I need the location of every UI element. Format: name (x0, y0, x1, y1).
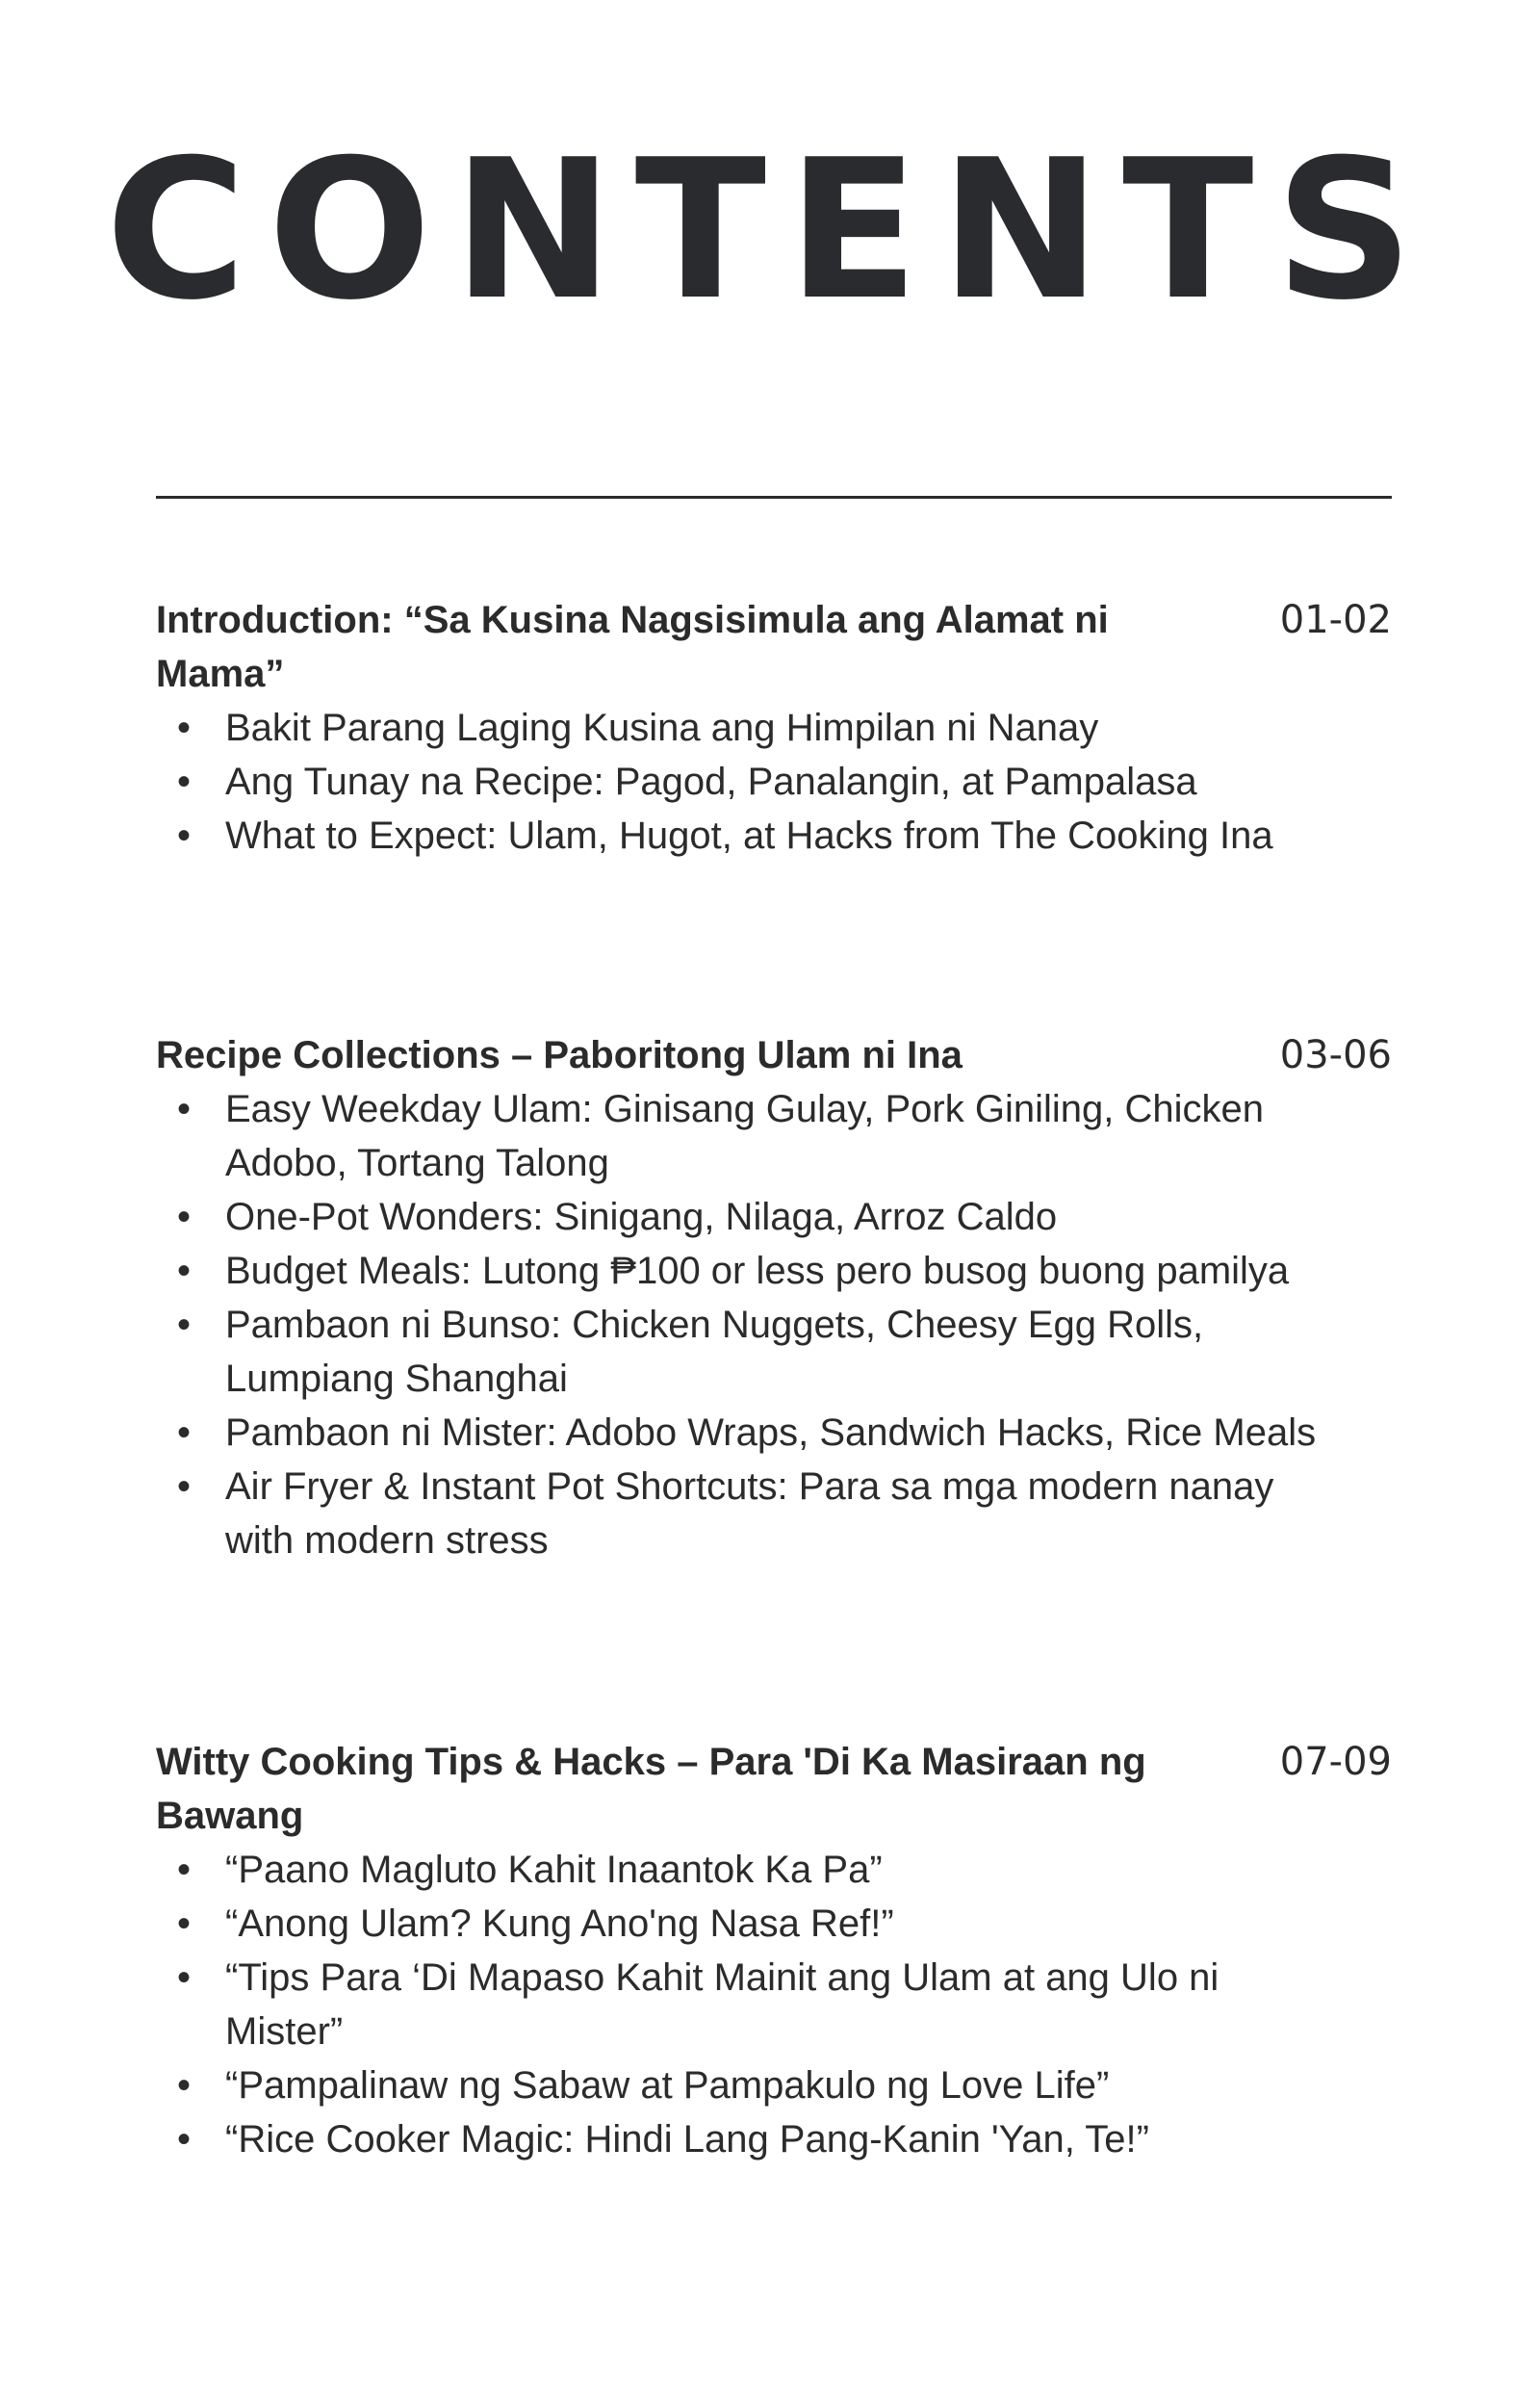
list-item: • “Anong Ulam? Kung Ano'ng Nasa Ref!” (177, 1902, 894, 1945)
list-item: • Pambaon ni Mister: Adobo Wraps, Sandwich Hacks, Rice Meals (177, 1411, 1317, 1454)
section-title: Recipe Collections – Paboritong Ulam ni Ina (156, 1034, 962, 1076)
section-items (156, 1843, 1392, 2166)
list-item-text: Pambaon ni Bunso: Chicken Nuggets, Cheesy Egg Rolls, Lumpiang Shanghai (225, 1304, 1204, 1400)
list-item: • Bakit Parang Laging Kusina ang Himpilan ni Nanay (177, 707, 1099, 749)
page-range: 01-02 (1279, 598, 1392, 642)
page-title: CONTENTS (105, 118, 1435, 343)
list-item-text: Ang Tunay na Recipe: Pagod, Panalangin, at Pampalasa (225, 761, 1197, 803)
list-item: • Budget Meals: Lutong ₱100 or less pero busog buong pamilya (177, 1250, 1290, 1292)
list-item: • “Tips Para ‘Di Mapaso Kahit Mainit ang Ulam at ang Ulo ni Mister” (177, 1956, 1219, 2053)
list-item: • “Rice Cooker Magic: Hindi Lang Pang-Kanin 'Yan, Te!” (177, 2118, 1149, 2161)
list-item: • What to Expect: Ulam, Hugot, at Hacks from The Cooking Ina (177, 815, 1273, 857)
list-item: • Ang Tunay na Recipe: Pagod, Panalangin, at Pampalasa (177, 761, 1197, 803)
section-items (156, 701, 1392, 863)
list-item: • Air Fryer & Instant Pot Shortcuts: Para sa mga modern nanay with modern stress (177, 1465, 1274, 1562)
page-range: 03-06 (1279, 1033, 1392, 1077)
divider (156, 496, 1392, 499)
list-item: • Pambaon ni Bunso: Chicken Nuggets, Cheesy Egg Rolls, Lumpiang Shanghai (177, 1304, 1204, 1400)
toc-section-recipe-collections (156, 1028, 1392, 1567)
list-item-text: What to Expect: Ulam, Hugot, at Hacks from The Cooking Ina (225, 815, 1273, 857)
list-item: • “Pampalinaw ng Sabaw at Pampakulo ng Love Life” (177, 2064, 1110, 2107)
list-item-text: Air Fryer & Instant Pot Shortcuts: Para sa mga modern nanay with modern stress (225, 1465, 1274, 1562)
list-item-text: “Paano Magluto Kahit Inaantok Ka Pa” (225, 1849, 883, 1891)
list-item: • Easy Weekday Ulam: Ginisang Gulay, Pork Giniling, Chicken Adobo, Tortang Talong (177, 1088, 1264, 1184)
list-item-text: Easy Weekday Ulam: Ginisang Gulay, Pork Giniling, Chicken Adobo, Tortang Talong (225, 1088, 1264, 1184)
list-item-text: “Anong Ulam? Kung Ano'ng Nasa Ref!” (225, 1902, 894, 1945)
list-item-text: “Rice Cooker Magic: Hindi Lang Pang-Kanin 'Yan, Te!” (225, 2118, 1149, 2161)
list-item: • “Paano Magluto Kahit Inaantok Ka Pa” (177, 1849, 883, 1891)
section-title: Witty Cooking Tips & Hacks – Para 'Di Ka Masiraan ng Bawang (156, 1741, 1146, 1837)
list-item-text: “Pampalinaw ng Sabaw at Pampakulo ng Love Life” (225, 2064, 1110, 2107)
toc-section-introduction (156, 593, 1392, 863)
list-item-text: Bakit Parang Laging Kusina ang Himpilan ni Nanay (225, 707, 1099, 749)
list-item: • One-Pot Wonders: Sinigang, Nilaga, Arroz Caldo (177, 1196, 1058, 1238)
section-items (156, 1082, 1392, 1567)
list-item-text: Budget Meals: Lutong ₱100 or less pero busog buong pamilya (225, 1250, 1290, 1292)
page-range: 07-09 (1279, 1740, 1392, 1784)
list-item-text: Pambaon ni Mister: Adobo Wraps, Sandwich Hacks, Rice Meals (225, 1411, 1317, 1454)
toc-section-witty-tips (156, 1735, 1392, 2166)
section-title: Introduction: “Sa Kusina Nagsisimula ang Alamat ni Mama” (156, 599, 1109, 695)
list-item-text: One-Pot Wonders: Sinigang, Nilaga, Arroz Caldo (225, 1196, 1058, 1238)
list-item-text: “Tips Para ‘Di Mapaso Kahit Mainit ang Ulam at ang Ulo ni Mister” (225, 1956, 1219, 2053)
